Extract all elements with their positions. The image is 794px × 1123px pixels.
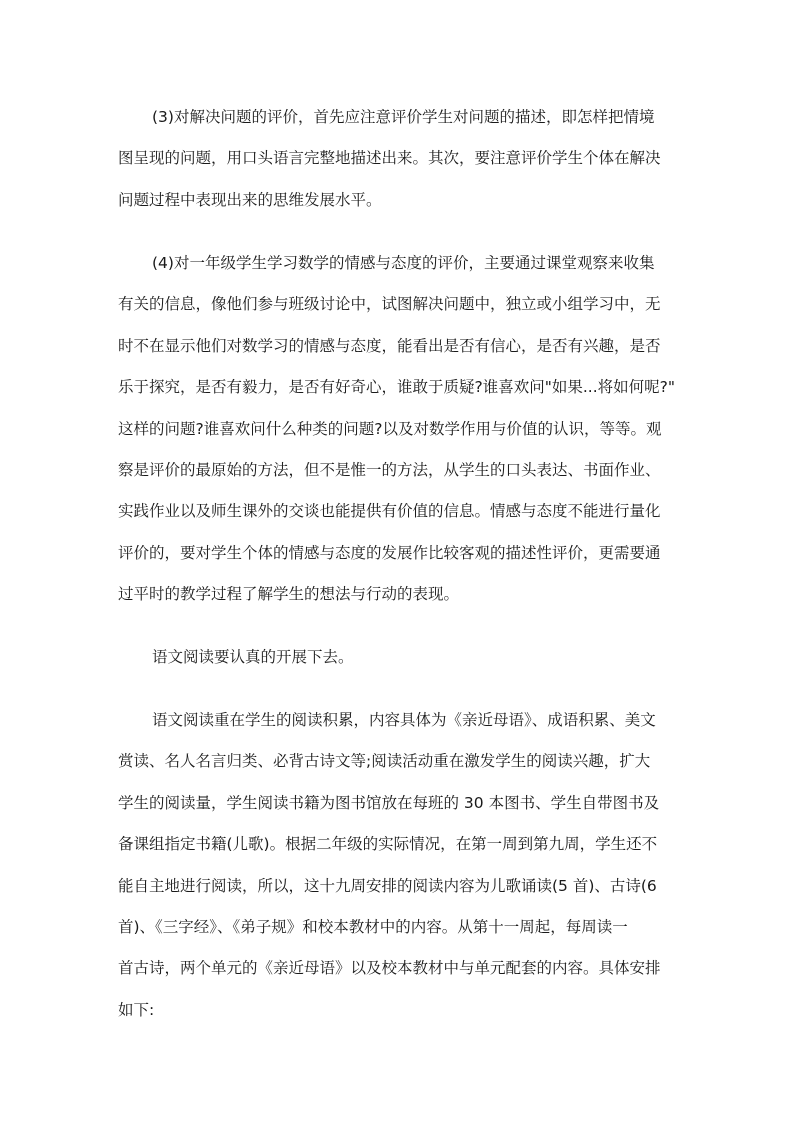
paragraph-line: 首古诗，两个单元的《亲近母语》以及校本教材中与单元配套的内容。具体安排 — [118, 959, 661, 978]
paragraph-line: 备课组指定书籍(儿歌)。根据二年级的实际情况，在第一周到第九周，学生还不 — [118, 835, 658, 854]
paragraph-line: (3)对解决问题的评价，首先应注意评价学生对问题的描述，即怎样把情境 — [152, 108, 655, 126]
paragraph-line: 乐于探究，是否有毅力，是否有好奇心，谁敢于质疑?谁喜欢问"如果...将如何呢?" — [118, 378, 675, 397]
paragraph-line: 学生的阅读量，学生阅读书籍为图书馆放在每班的 30 本图书、学生自带图书及 — [118, 793, 660, 812]
paragraph-line: 察是评价的最原始的方法，但不是惟一的方法，从学生的口头表达、书面作业、 — [118, 461, 661, 480]
paragraph-line: 如下: — [118, 1000, 155, 1019]
paragraph-line: 语文阅读要认真的开展下去。 — [152, 648, 354, 666]
paragraph-line: 问题过程中表现出来的思维发展水平。 — [118, 190, 382, 209]
paragraph-line: 首)、《三字经》、《弟子规》和校本教材中的内容。从第十一周起，每周读一 — [118, 918, 628, 937]
paragraph-line: 赏读、名人名言归类、必背古诗文等;阅读活动重在激发学生的阅读兴趣，扩大 — [118, 752, 651, 771]
paragraph-line: 图呈现的问题，用口头语言完整地描述出来。其次，要注意评价学生个体在解决 — [118, 149, 661, 168]
paragraph-problem-solving-evaluation — [118, 97, 678, 221]
paragraph-line: 评价的，要对学生个体的情感与态度的发展作比较客观的描述性评价，更需要通 — [118, 543, 661, 562]
paragraph-line: 能自主地进行阅读，所以，这十九周安排的阅读内容为儿歌诵读(5 首)、古诗(6 — [118, 876, 657, 895]
paragraph-line: 时不在显示他们对数学习的情感与态度，能看出是否有信心，是否有兴趣，是否 — [118, 336, 661, 355]
paragraph-attitude-evaluation — [118, 243, 678, 616]
paragraph-reading-heading — [118, 637, 678, 678]
paragraph-line: 有关的信息，像他们参与班级讨论中，试图解决问题中，独立或小组学习中，无 — [118, 295, 661, 314]
paragraph-line: (4)对一年级学生学习数学的情感与态度的评价，主要通过课堂观察来收集 — [152, 254, 655, 272]
paragraph-line: 实践作业以及师生课外的交谈也能提供有价值的信息。情感与态度不能进行量化 — [118, 502, 661, 521]
paragraph-line: 这样的问题?谁喜欢问什么种类的问题?以及对数学作用与价值的认识，等等。观 — [118, 419, 662, 438]
paragraph-line: 语文阅读重在学生的阅读积累，内容具体为《亲近母语》、成语积累、美文 — [152, 711, 656, 729]
paragraph-reading-detail — [118, 700, 678, 1031]
paragraph-line: 过平时的教学过程了解学生的想法与行动的表现。 — [118, 585, 460, 604]
